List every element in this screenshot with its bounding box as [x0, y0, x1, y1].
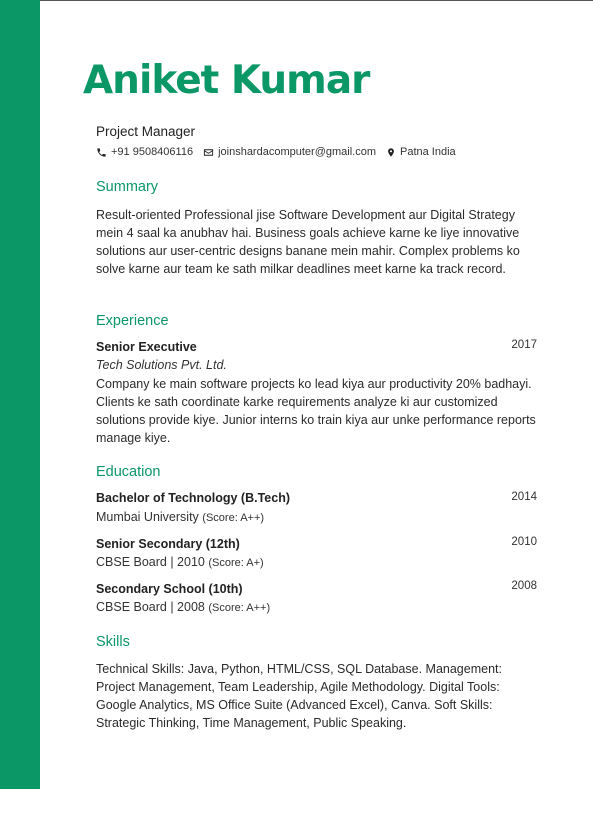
education-heading: Education — [96, 464, 161, 480]
education-degree: Secondary School (10th) — [96, 582, 243, 596]
envelope-icon — [203, 147, 214, 158]
experience-title: Senior Executive — [96, 340, 197, 354]
education-score: (Score: A++) — [208, 602, 271, 614]
map-pin-icon — [386, 147, 396, 158]
education-year: 2014 — [511, 491, 537, 503]
education-score: (Score: A+) — [208, 557, 264, 569]
education-institution — [96, 510, 264, 524]
location-text: Patna India — [399, 146, 456, 158]
education-institution — [96, 555, 264, 569]
experience-heading: Experience — [96, 313, 169, 329]
education-score: (Score: A++) — [202, 512, 265, 524]
education-year: 2010 — [511, 536, 537, 548]
experience-company: Tech Solutions Pvt. Ltd. — [96, 358, 227, 372]
institution-name: Mumbai University — [96, 510, 199, 524]
contact-phone — [96, 146, 193, 158]
skills-heading: Skills — [96, 634, 130, 650]
phone-icon — [96, 147, 107, 158]
experience-year: 2017 — [511, 339, 537, 351]
candidate-name: Aniket Kumar — [83, 58, 370, 103]
education-degree: Bachelor of Technology (B.Tech) — [96, 491, 290, 505]
contact-location — [386, 146, 456, 158]
contact-row — [96, 146, 466, 158]
phone-text: +91 9508406116 — [111, 146, 194, 158]
summary-text: Result-oriented Professional jise Software Development aur Digital Strategy mein 4 saal ka anubhav hai. Business goals achieve karne ke liye innovative solutions aur user-centric designs banane mein mahir. Complex problems ko solve karne aur team ke sath milkar deadlines meet karne ka track record. — [96, 208, 520, 276]
education-institution — [96, 600, 270, 614]
institution-name: CBSE Board | 2010 — [96, 555, 205, 569]
summary-heading: Summary — [96, 179, 159, 195]
email-text[interactable]: joinshardacomputer@gmail.com — [218, 146, 376, 158]
skills-text: Technical Skills: Java, Python, HTML/CSS, SQL Database. Management: Project Management, Team Leadership, Agile Methodology. Digital Tools: Google Analytics, MS Office Suite (Advanced Excel), Canva. Soft Skills: Strategic Thinking, Time Management, Public Speaking. — [96, 662, 502, 730]
experience-description: Company ke main software projects ko lead kiya aur productivity 20% badhayi. Clients ke sath coordinate karke requirements analyze ki aur customized solutions provide kiye. Junior interns ko train kiya aur unke performance reports manage kiye. — [96, 377, 536, 445]
job-title: Project Manager — [96, 124, 196, 139]
education-year: 2008 — [511, 580, 537, 592]
education-degree: Senior Secondary (12th) — [96, 537, 240, 551]
contact-email[interactable] — [203, 146, 376, 158]
institution-name: CBSE Board | 2008 — [96, 600, 205, 614]
